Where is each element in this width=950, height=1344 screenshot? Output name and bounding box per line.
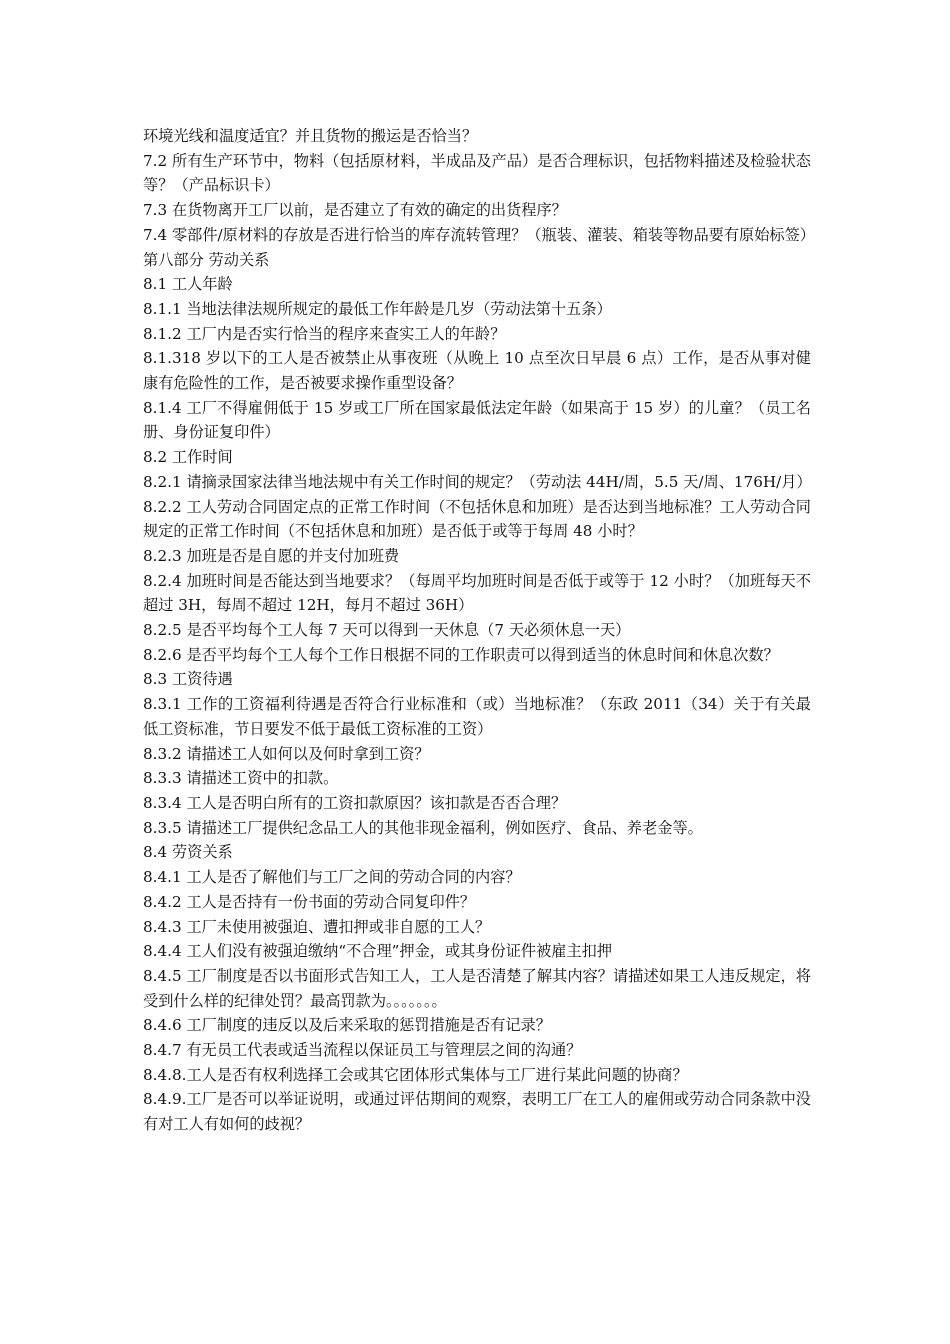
text-line: 8.4.2 工人是否持有一份书面的劳动合同复印件？: [143, 892, 476, 911]
text-line: 8.4.4 工人们没有被强迫缴纳“不合理”押金，或其身份证件被雇主扣押: [143, 942, 613, 961]
text-line: 8.4.9.工厂是否可以举证说明，或通过评估期间的观察，表明工厂在工人的雇佣或劳动合同条款中没有对工人有如何的歧视？: [143, 1090, 811, 1134]
text-line: 8.4.7 有无员工代表或适当流程以保证员工与管理层之间的沟通？: [143, 1041, 582, 1060]
text-line: 8.4.8.工人是否有权利选择工会或其它团体形式集体与工厂进行某此问题的协商？: [143, 1065, 688, 1084]
text-line: 8.1.2 工厂内是否实行恰当的程序来查实工人的年龄？: [143, 324, 506, 343]
subsection-heading: 8.3 工资待遇: [143, 670, 233, 689]
subsection-heading: 8.4 劳资关系: [143, 843, 233, 862]
text-line: 8.2.1 请摘录国家法律当地法规中有关工作时间的规定？（劳动法 44H/周，5.5 天/周、176H/月）: [143, 472, 812, 491]
text-line: 环境光线和温度适宜？并且货物的搬运是否恰当？: [143, 127, 478, 145]
text-line: 7.2 所有生产环节中，物料（包括原材料，半成品及产品）是否合理标识，包括物料描述及检验状态等？（产品标识卡）: [143, 151, 811, 195]
text-line: 8.3.5 请描述工厂提供纪念品工人的其他非现金福利，例如医疗、食品、养老金等。: [143, 818, 703, 837]
text-line: 8.1.1 当地法律法规所规定的最低工作年龄是几岁（劳动法第十五条）: [143, 299, 612, 318]
text-line: 8.2.2 工人劳动合同固定点的正常工作时间（不包括休息和加班）是否达到当地标准？工人劳动合同规定的正常工作时间（不包括休息和加班）是否低于或等于每周 48 小时？: [143, 497, 811, 541]
text-line: 7.4 零部件/原材料的存放是否进行恰当的库存流转管理？（瓶装、灌装、箱装等物品要有原始标签）: [143, 225, 815, 244]
subsection-heading: 8.1 工人年龄: [143, 275, 233, 294]
text-line: 8.2.3 加班是否是自愿的并支付加班费: [143, 546, 400, 565]
text-line: 8.3.4 工人是否明白所有的工资扣款原因？该扣款是否否合理？: [143, 793, 567, 812]
subsection-heading: 8.2 工作时间: [143, 448, 233, 467]
text-line: 8.3.1 工作的工资福利待遇是否符合行业标准和（或）当地标准？（东政 2011（34）关于有关最低工资标准，节日要发不低于最低工资标准的工资）: [143, 695, 811, 738]
text-line: 7.3 在货物离开工厂以前，是否建立了有效的确定的出货程序？: [143, 201, 567, 220]
text-line: 8.1.4 工厂不得雇佣低于 15 岁或工厂所在国家最低法定年龄（如果高于 15 岁）的儿童？（员工名册、身份证复印件）: [143, 398, 811, 442]
text-line: 8.2.4 加班时间是否能达到当地要求？（每周平均加班时间是否低于或等于 12 小时？（加班每天不超过 3H，每周不超过 12H，每月不超过 36H）: [143, 571, 811, 615]
text-line: 8.4.3 工厂未使用被强迫、遭扣押或非自愿的工人？: [143, 917, 491, 936]
document-body: [143, 124, 815, 1137]
text-line: 8.1.318 岁以下的工人是否被禁止从事夜班（从晚上 10 点至次日早晨 6 点）工作，是否从事对健康有危险性的工作，是否被要求操作重型设备？: [143, 349, 811, 393]
text-line: 8.3.3 请描述工资中的扣款。: [143, 769, 339, 788]
text-line: 8.3.2 请描述工人如何以及何时拿到工资？: [143, 744, 430, 763]
text-line: 8.4.6 工厂制度的违反以及后来采取的惩罚措施是否有记录？: [143, 1016, 551, 1035]
text-line: 8.4.5 工厂制度是否以书面形式告知工人，工人是否清楚了解其内容？请描述如果工人违反规定，将受到什么样的纪律处罚？最高罚款为。。。。。。。: [143, 966, 811, 1010]
text-line: 8.4.1 工人是否了解他们与工厂之间的劳动合同的内容？: [143, 868, 521, 887]
section-heading: 第八部分 劳动关系: [143, 250, 270, 269]
text-line: 8.2.6 是否平均每个工人每个工作日根据不同的工作职责可以得到适当的休息时间和休息次数？: [143, 645, 779, 664]
text-line: 8.2.5 是否平均每个工人每 7 天可以得到一天休息（7 天必须休息一天）: [143, 621, 631, 640]
